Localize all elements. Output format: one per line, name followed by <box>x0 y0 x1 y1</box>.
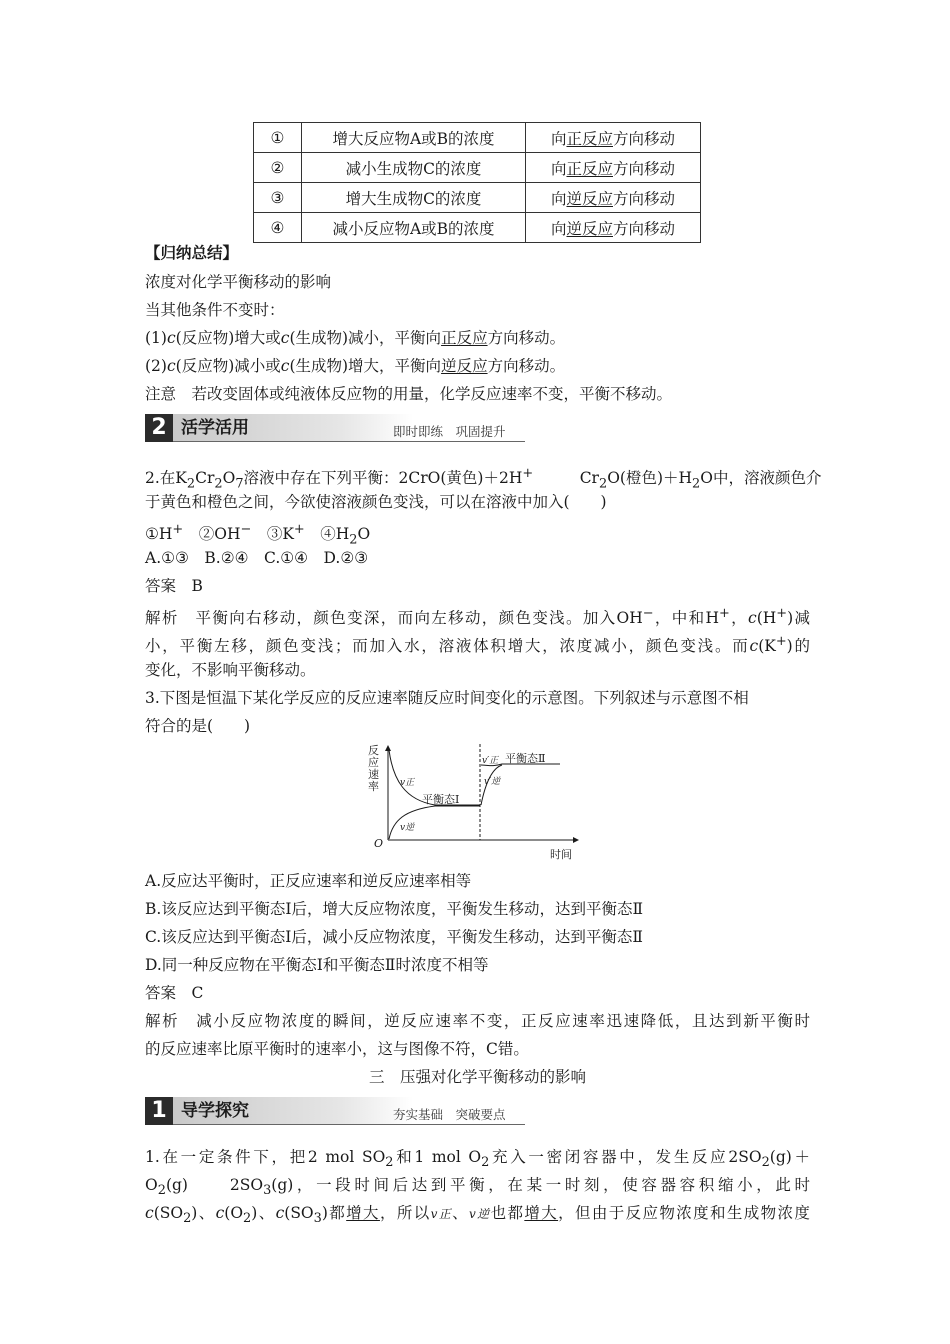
y-label-4: 率 <box>368 780 379 793</box>
direction-cell: 向逆反应方向移动 <box>526 183 701 213</box>
direction-cell: 向正反应方向移动 <box>526 153 701 183</box>
concentration-effect-table <box>253 122 701 243</box>
summary-intro: 当其他条件不变时： <box>145 301 285 319</box>
q3-option-a: A.反应达平衡时，正反应速率和逆反应速率相等 <box>145 872 472 890</box>
state-2-label: 平衡态Ⅱ <box>505 752 546 765</box>
row-number: ② <box>254 153 302 183</box>
explore-banner <box>145 1097 525 1127</box>
y-label-1: 反 <box>368 744 379 757</box>
q2-explanation-1: 解析 平衡向右移动，颜色变深，而向左移动，颜色变浅。加入OH−，中和H+，c(H+)减 <box>145 606 810 628</box>
p1-line-1: 1.在一定条件下，把2 mol $SO_2$和1 mol $O_2$充入一密闭容器中，发生反应$2SO_2(g)+$ <box>145 1148 810 1171</box>
q3-line-1: 3.下图是恒温下某化学反应的反应速率随反应时间变化的示意图。下列叙述与示意图不相 <box>145 689 749 707</box>
rate-time-graph <box>360 740 585 865</box>
direction-cell: 向逆反应方向移动 <box>526 213 701 243</box>
condition-cell: 减小生成物C的浓度 <box>302 153 526 183</box>
condition-cell: 增大生成物C的浓度 <box>302 183 526 213</box>
y-label-3: 速 <box>368 768 379 781</box>
v-reverse-new-label: v′逆 <box>484 777 501 787</box>
q2-answer: 答案 B <box>145 577 203 595</box>
summary-note: 注意 若改变固体或纯液体反应物的用量，化学反应速率不变，平衡不移动。 <box>145 385 673 403</box>
q2-options-list: ①H+ ②OH− ③K+ $④H_2O$ <box>145 522 371 548</box>
q2-explanation-3: 变化，不影响平衡移动。 <box>145 661 316 679</box>
banner-title: 导学探究 <box>173 1097 413 1125</box>
p1-line-3: $c(SO_2)$、$c(O_2)$、$c(SO_3)$都增大，所以v正、v逆也都增大，但由于反应物浓度和生成物浓度 <box>145 1204 810 1227</box>
y-label-2: 应 <box>368 756 379 769</box>
row-number: ① <box>254 123 302 153</box>
practice-banner <box>145 414 525 444</box>
table-row <box>254 213 701 243</box>
banner-subtitle: 夯实基础 突破要点 <box>393 1107 506 1122</box>
origin-label: O <box>374 837 384 850</box>
q2-line-1: 2.在$K_2Cr_2O_7$溶液中存在下列平衡：2CrO(黄色)＋2H+ $Cr_2O$(橙色)$+H_2O$中，溶液颜色介 <box>145 466 822 492</box>
condition-cell: 减小反应物A或B的浓度 <box>302 213 526 243</box>
table-row <box>254 153 701 183</box>
banner-title: 活学活用 <box>173 414 413 442</box>
q2-line-2: 于黄色和橙色之间，今欲使溶液颜色变浅，可以在溶液中加入( ) <box>145 493 607 511</box>
summary-item-1: (1)c(反应物)增大或c(生成物)减小，平衡向正反应方向移动。 <box>145 329 566 347</box>
banner-rule <box>173 441 525 442</box>
q3-option-c: C.该反应达到平衡态Ⅰ后，减小反应物浓度，平衡发生移动，达到平衡态Ⅱ <box>145 928 643 946</box>
v-reverse-label: v逆 <box>400 823 415 833</box>
banner-rule <box>173 1124 525 1125</box>
q3-explanation-1: 解析 减小反应物浓度的瞬间，逆反应速率不变，正反应速率迅速降低，且达到新平衡时 <box>145 1012 810 1030</box>
table-row <box>254 183 701 213</box>
summary-heading: 【归纳总结】 <box>145 243 239 262</box>
q3-option-d: D.同一种反应物在平衡态Ⅰ和平衡态Ⅱ时浓度不相等 <box>145 956 489 974</box>
row-number: ③ <box>254 183 302 213</box>
q3-answer: 答案 C <box>145 984 204 1002</box>
section-number-badge: 2 <box>145 414 173 442</box>
table-row <box>254 123 701 153</box>
q3-option-b: B.该反应达到平衡态Ⅰ后，增大反应物浓度，平衡发生移动，达到平衡态Ⅱ <box>145 900 643 918</box>
condition-cell: 增大反应物A或B的浓度 <box>302 123 526 153</box>
q3-explanation-2: 的反应速率比原平衡时的速率小，这与图像不符，C错。 <box>145 1040 529 1058</box>
p1-line-2: $O_2(g)$ $2SO_3(g)$，一段时间后达到平衡，在某一时刻，使容器容积缩小，此时 <box>145 1176 810 1199</box>
state-1-label: 平衡态Ⅰ <box>422 793 460 806</box>
section-number-badge: 1 <box>145 1097 173 1125</box>
summary-item-2: (2)c(反应物)减小或c(生成物)增大，平衡向逆反应方向移动。 <box>145 357 566 375</box>
v-forward-new-label: v′正 <box>482 756 499 766</box>
x-axis-label: 时间 <box>550 848 572 861</box>
row-number: ④ <box>254 213 302 243</box>
q2-choices: A.①③ B.②④ C.①④ D.②③ <box>145 549 369 567</box>
direction-cell: 向正反应方向移动 <box>526 123 701 153</box>
banner-subtitle: 即时即练 巩固提升 <box>393 424 506 439</box>
q3-line-2: 符合的是( ) <box>145 717 251 735</box>
v-forward-label: v正 <box>400 778 415 788</box>
q2-explanation-2: 小，平衡左移，颜色变浅；而加入水，溶液体积增大，浓度减小，颜色变浅。而c(K+)的 <box>145 634 810 656</box>
section-3-title: 三 压强对化学平衡移动的影响 <box>368 1068 586 1086</box>
summary-title: 浓度对化学平衡移动的影响 <box>145 273 332 291</box>
